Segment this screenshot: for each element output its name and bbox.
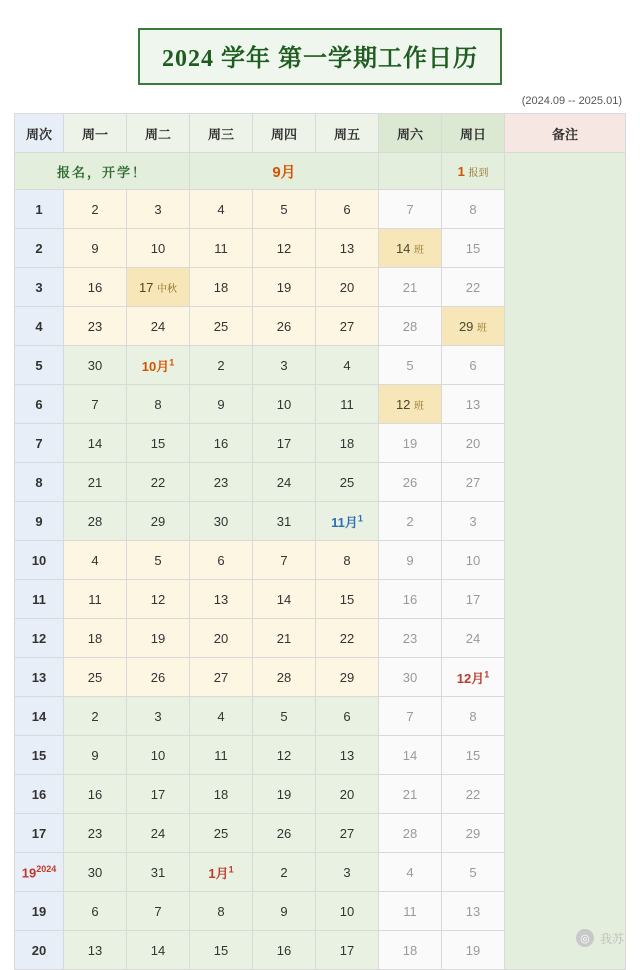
day-cell-tue[interactable]: 29 [127, 502, 190, 541]
day-cell-sat[interactable]: 14 [379, 736, 442, 775]
day-cell-wed[interactable]: 23 [190, 463, 253, 502]
week-number-cell: 2 [15, 229, 64, 268]
day-cell-sun[interactable]: 24 [442, 619, 505, 658]
banner-sun-cell [442, 153, 505, 190]
day-cell-wed[interactable]: 11 [190, 229, 253, 268]
day-cell-thu[interactable]: 5 [253, 697, 316, 736]
week-number-cell: 8 [15, 463, 64, 502]
day-cell-mon[interactable]: 23 [64, 307, 127, 346]
week-number-cell: 14 [15, 697, 64, 736]
day-cell-fri[interactable]: 3 [316, 853, 379, 892]
banner-sun-date: 1 [457, 163, 465, 179]
day-cell-mon[interactable]: 30 [64, 853, 127, 892]
note-cell[interactable] [505, 153, 626, 970]
day-cell-tue[interactable]: 5 [127, 541, 190, 580]
day-cell-thu[interactable]: 31 [253, 502, 316, 541]
day-cell-sun[interactable]: 17 [442, 580, 505, 619]
day-cell-tue[interactable]: 24 [127, 814, 190, 853]
banner-row [15, 153, 626, 190]
day-cell-tue[interactable]: 7 [127, 892, 190, 931]
day-cell-wed[interactable]: 25 [190, 814, 253, 853]
day-cell-wed[interactable]: 2 [190, 346, 253, 385]
day-cell-tue[interactable]: 10 [127, 736, 190, 775]
day-cell-thu[interactable]: 5 [253, 190, 316, 229]
day-cell-mon[interactable]: 9 [64, 229, 127, 268]
day-cell-fri[interactable]: 20 [316, 268, 379, 307]
day-cell-sun[interactable]: 19 [442, 931, 505, 970]
col-header-tue: 周二 [127, 114, 190, 153]
day-cell-tue[interactable]: 19 [127, 619, 190, 658]
day-cell-sun[interactable]: 8 [442, 190, 505, 229]
day-cell-tue[interactable]: 14 [127, 931, 190, 970]
col-header-fri: 周五 [316, 114, 379, 153]
day-cell-tue[interactable]: 3 [127, 190, 190, 229]
calendar-table [14, 113, 626, 970]
day-cell-wed[interactable]: 13 [190, 580, 253, 619]
day-cell-thu[interactable]: 16 [253, 931, 316, 970]
day-cell-sun[interactable]: 29 班 [442, 307, 505, 346]
day-cell-thu[interactable]: 3 [253, 346, 316, 385]
day-cell-wed[interactable]: 4 [190, 697, 253, 736]
col-header-note: 备注 [505, 114, 626, 153]
day-cell-fri[interactable]: 29 [316, 658, 379, 697]
page-title: 2024 学年 第一学期工作日历 [138, 28, 502, 85]
day-cell-sat[interactable]: 28 [379, 307, 442, 346]
week-number-cell: 3 [15, 268, 64, 307]
day-cell-tue[interactable]: 24 [127, 307, 190, 346]
watermark-text: 我苏 [599, 931, 624, 946]
day-cell-sat[interactable]: 2 [379, 502, 442, 541]
banner-month-text: 9月 [272, 163, 296, 181]
day-cell-mon[interactable]: 16 [64, 268, 127, 307]
banner-month-cell [190, 153, 379, 190]
col-header-sat: 周六 [379, 114, 442, 153]
day-cell-mon[interactable]: 2 [64, 190, 127, 229]
day-cell-fri[interactable]: 13 [316, 736, 379, 775]
day-cell-wed[interactable]: 8 [190, 892, 253, 931]
banner-sun-tag: 报到 [468, 167, 489, 179]
day-cell-fri[interactable]: 11月$^1$ [316, 502, 379, 541]
day-cell-mon[interactable]: 23 [64, 814, 127, 853]
day-cell-wed[interactable]: 16 [190, 424, 253, 463]
day-cell-mon[interactable]: 14 [64, 424, 127, 463]
day-cell-sat[interactable]: 12 班 [379, 385, 442, 424]
week-number-cell: 20 [15, 931, 64, 970]
day-cell-wed[interactable]: 18 [190, 775, 253, 814]
day-cell-sat[interactable]: 19 [379, 424, 442, 463]
day-cell-mon[interactable]: 18 [64, 619, 127, 658]
day-cell-thu[interactable]: 19 [253, 775, 316, 814]
week-number-cell: 15 [15, 736, 64, 775]
day-cell-wed[interactable]: 4 [190, 190, 253, 229]
day-cell-fri[interactable]: 17 [316, 931, 379, 970]
day-cell-fri[interactable]: 27 [316, 307, 379, 346]
day-cell-thu[interactable]: 7 [253, 541, 316, 580]
day-cell-sat[interactable]: 28 [379, 814, 442, 853]
banner-left-text: 报名，开学！ [56, 164, 147, 180]
day-cell-mon[interactable]: 30 [64, 346, 127, 385]
logo-icon: ◎ [576, 929, 594, 947]
day-cell-thu[interactable]: 10 [253, 385, 316, 424]
week-number-cell: 19 [15, 892, 64, 931]
week-number-cell: 17 [15, 814, 64, 853]
day-cell-tue[interactable]: 12 [127, 580, 190, 619]
day-cell-thu[interactable]: 24 [253, 463, 316, 502]
day-cell-thu[interactable]: 12 [253, 736, 316, 775]
day-cell-sun[interactable]: 27 [442, 463, 505, 502]
col-header-sun: 周日 [442, 114, 505, 153]
day-cell-mon[interactable]: 25 [64, 658, 127, 697]
day-cell-tue[interactable]: 8 [127, 385, 190, 424]
day-cell-fri[interactable]: 4 [316, 346, 379, 385]
day-cell-thu[interactable]: 19 [253, 268, 316, 307]
day-cell-mon[interactable]: 4 [64, 541, 127, 580]
day-cell-tue[interactable]: 17 [127, 775, 190, 814]
day-cell-fri[interactable]: 6 [316, 697, 379, 736]
day-cell-sat[interactable]: 21 [379, 268, 442, 307]
week-number-cell: 6 [15, 385, 64, 424]
day-cell-thu[interactable]: 14 [253, 580, 316, 619]
table-header-row [15, 114, 626, 153]
watermark [576, 929, 624, 947]
day-cell-fri[interactable]: 10 [316, 892, 379, 931]
day-cell-wed[interactable]: 18 [190, 268, 253, 307]
day-cell-sat[interactable]: 7 [379, 190, 442, 229]
day-cell-sat[interactable]: 11 [379, 892, 442, 931]
calendar-body [15, 153, 626, 970]
day-cell-sat[interactable]: 5 [379, 346, 442, 385]
day-cell-fri[interactable]: 25 [316, 463, 379, 502]
day-cell-wed[interactable]: 1月$^1$ [190, 853, 253, 892]
day-cell-fri[interactable]: 11 [316, 385, 379, 424]
day-cell-sat[interactable]: 26 [379, 463, 442, 502]
day-cell-sat[interactable]: 16 [379, 580, 442, 619]
col-header-week: 周次 [15, 114, 64, 153]
week-number-cell: 12 [15, 619, 64, 658]
day-cell-mon[interactable]: 16 [64, 775, 127, 814]
day-cell-tue[interactable]: 10 [127, 229, 190, 268]
day-cell-sat[interactable]: 14 班 [379, 229, 442, 268]
day-cell-mon[interactable]: 13 [64, 931, 127, 970]
day-cell-wed[interactable]: 25 [190, 307, 253, 346]
day-cell-thu[interactable]: 9 [253, 892, 316, 931]
col-header-wed: 周三 [190, 114, 253, 153]
week-number-cell: 13 [15, 658, 64, 697]
day-cell-sun[interactable]: 6 [442, 346, 505, 385]
week-number-cell: 7 [15, 424, 64, 463]
day-cell-mon[interactable]: 9 [64, 736, 127, 775]
day-cell-wed[interactable]: 27 [190, 658, 253, 697]
day-cell-thu[interactable]: 26 [253, 307, 316, 346]
day-cell-thu[interactable]: 26 [253, 814, 316, 853]
week-number-cell: 9 [15, 502, 64, 541]
day-cell-thu[interactable]: 21 [253, 619, 316, 658]
day-cell-sun[interactable]: 20 [442, 424, 505, 463]
day-cell-wed[interactable]: 15 [190, 931, 253, 970]
col-header-thu: 周四 [253, 114, 316, 153]
day-cell-fri[interactable]: 6 [316, 190, 379, 229]
banner-sat-cell [379, 153, 442, 190]
banner-left-cell [15, 153, 190, 190]
day-cell-tue[interactable]: 3 [127, 697, 190, 736]
day-cell-tue[interactable]: 22 [127, 463, 190, 502]
day-cell-fri[interactable]: 18 [316, 424, 379, 463]
day-cell-sun[interactable]: 10 [442, 541, 505, 580]
day-cell-thu[interactable]: 12 [253, 229, 316, 268]
day-cell-thu[interactable]: 28 [253, 658, 316, 697]
day-cell-sun[interactable]: 15 [442, 736, 505, 775]
day-cell-fri[interactable]: 8 [316, 541, 379, 580]
week-number-cell: 16 [15, 775, 64, 814]
day-cell-wed[interactable]: 11 [190, 736, 253, 775]
day-cell-sat[interactable]: 18 [379, 931, 442, 970]
day-cell-tue[interactable]: 26 [127, 658, 190, 697]
day-cell-tue[interactable]: 10月$^1$ [127, 346, 190, 385]
week-number-cell: 1 [15, 190, 64, 229]
day-cell-mon[interactable]: 2 [64, 697, 127, 736]
day-cell-sat[interactable]: 23 [379, 619, 442, 658]
day-cell-sun[interactable]: 3 [442, 502, 505, 541]
day-cell-sat[interactable]: 9 [379, 541, 442, 580]
day-cell-wed[interactable]: 30 [190, 502, 253, 541]
week-number-cell: 5 [15, 346, 64, 385]
week-number-cell: $19^{2024}$ [15, 853, 64, 892]
week-number-cell: 4 [15, 307, 64, 346]
day-cell-sun[interactable]: 22 [442, 268, 505, 307]
day-cell-sat[interactable]: 21 [379, 775, 442, 814]
day-cell-sun[interactable]: 13 [442, 892, 505, 931]
day-cell-wed[interactable]: 6 [190, 541, 253, 580]
day-cell-mon[interactable]: 28 [64, 502, 127, 541]
day-cell-wed[interactable]: 20 [190, 619, 253, 658]
day-cell-sat[interactable]: 7 [379, 697, 442, 736]
day-cell-fri[interactable]: 15 [316, 580, 379, 619]
day-cell-mon[interactable]: 11 [64, 580, 127, 619]
day-cell-sun[interactable]: 8 [442, 697, 505, 736]
day-cell-thu[interactable]: 2 [253, 853, 316, 892]
day-cell-sun[interactable]: 22 [442, 775, 505, 814]
day-cell-fri[interactable]: 20 [316, 775, 379, 814]
day-cell-fri[interactable]: 22 [316, 619, 379, 658]
day-cell-wed[interactable]: 9 [190, 385, 253, 424]
day-cell-sun[interactable]: 12月$^1$ [442, 658, 505, 697]
week-number-cell: 11 [15, 580, 64, 619]
title-block [0, 0, 640, 85]
day-cell-sun[interactable]: 29 [442, 814, 505, 853]
day-cell-mon[interactable]: 21 [64, 463, 127, 502]
day-cell-thu[interactable]: 17 [253, 424, 316, 463]
day-cell-tue[interactable]: 17 中秋 [127, 268, 190, 307]
day-cell-mon[interactable]: 6 [64, 892, 127, 931]
date-range-subtitle: (2024.09 -- 2025.01) [521, 95, 622, 107]
col-header-mon: 周一 [64, 114, 127, 153]
day-cell-sun[interactable]: 5 [442, 853, 505, 892]
day-cell-fri[interactable]: 27 [316, 814, 379, 853]
week-number-cell: 10 [15, 541, 64, 580]
day-cell-tue[interactable]: 15 [127, 424, 190, 463]
day-cell-sun[interactable]: 15 [442, 229, 505, 268]
day-cell-sat[interactable]: 4 [379, 853, 442, 892]
day-cell-sun[interactable]: 13 [442, 385, 505, 424]
day-cell-mon[interactable]: 7 [64, 385, 127, 424]
day-cell-fri[interactable]: 13 [316, 229, 379, 268]
day-cell-tue[interactable]: 31 [127, 853, 190, 892]
day-cell-sat[interactable]: 30 [379, 658, 442, 697]
